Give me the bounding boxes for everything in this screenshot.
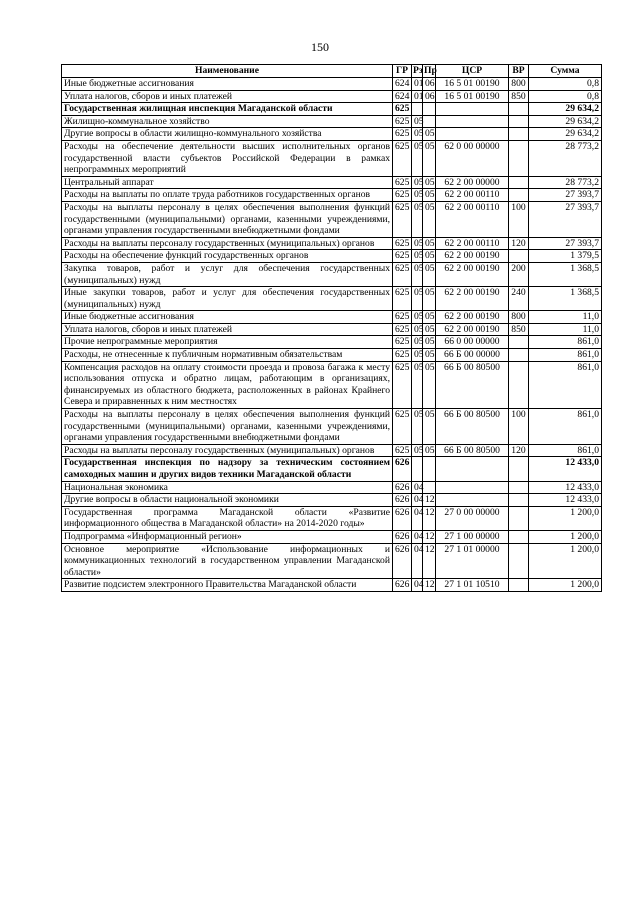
cell-vr: 100 <box>509 201 529 237</box>
cell-gr: 626 <box>393 457 412 481</box>
cell-csr: 27 1 00 00000 <box>436 530 509 543</box>
table-row <box>62 176 602 189</box>
cell-name: Основное мероприятие «Использование информационных и коммуникационных технологий в государственном управлении Магаданской области» <box>62 543 393 579</box>
cell-gr: 625 <box>393 361 412 408</box>
cell-rz: 01 <box>412 78 423 91</box>
cell-rz: 01 <box>412 90 423 103</box>
cell-name: Подпрограмма «Информационный регион» <box>62 530 393 543</box>
table-row <box>62 494 602 507</box>
cell-rz: 05 <box>412 128 423 141</box>
cell-name: Государственная программа Магаданской области «Развитие информационного общества в Магаданской области» на 2014-2020 годы» <box>62 506 393 530</box>
table-row <box>62 323 602 336</box>
cell-gr: 625 <box>393 336 412 349</box>
cell-vr <box>509 530 529 543</box>
cell-rz: 04 <box>412 579 423 592</box>
cell-sum: 27 393,7 <box>529 189 602 202</box>
table-row <box>62 128 602 141</box>
cell-name: Расходы на выплаты персоналу в целях обеспечения выполнения функций государственными (муниципальными) органами, казенными учреждениями, органами управления государственными внебюджетными фондами <box>62 201 393 237</box>
cell-pr: 05 <box>423 311 436 324</box>
cell-name: Расходы, не отнесенные к публичным нормативным обязательствам <box>62 349 393 362</box>
cell-rz: 05 <box>412 237 423 250</box>
cell-pr: 12 <box>423 543 436 579</box>
cell-name: Иные бюджетные ассигнования <box>62 311 393 324</box>
cell-pr: 06 <box>423 90 436 103</box>
table-row <box>62 530 602 543</box>
cell-vr <box>509 128 529 141</box>
cell-rz <box>412 103 423 116</box>
cell-csr: 16 5 01 00190 <box>436 78 509 91</box>
cell-pr: 05 <box>423 444 436 457</box>
table-row <box>62 189 602 202</box>
cell-gr: 625 <box>393 140 412 176</box>
cell-pr: 05 <box>423 287 436 311</box>
table-row <box>62 506 602 530</box>
cell-name: Другие вопросы в области жилищно-коммунального хозяйства <box>62 128 393 141</box>
cell-name: Расходы на выплаты по оплате труда работников государственных органов <box>62 189 393 202</box>
cell-pr: 05 <box>423 262 436 286</box>
table-row <box>62 409 602 445</box>
cell-pr: 05 <box>423 176 436 189</box>
cell-pr <box>423 115 436 128</box>
cell-gr: 625 <box>393 128 412 141</box>
cell-gr: 624 <box>393 90 412 103</box>
cell-sum: 861,0 <box>529 444 602 457</box>
cell-gr: 625 <box>393 287 412 311</box>
cell-pr: 12 <box>423 494 436 507</box>
cell-name: Уплата налогов, сборов и иных платежей <box>62 323 393 336</box>
cell-csr: 62 2 00 00190 <box>436 311 509 324</box>
cell-sum: 861,0 <box>529 349 602 362</box>
header-csr: ЦСР <box>436 65 509 78</box>
cell-rz: 04 <box>412 543 423 579</box>
table-row <box>62 250 602 263</box>
cell-gr: 626 <box>393 579 412 592</box>
cell-sum: 861,0 <box>529 361 602 408</box>
budget-table <box>61 64 602 592</box>
cell-name: Иные бюджетные ассигнования <box>62 78 393 91</box>
cell-name: Прочие непрограммные мероприятия <box>62 336 393 349</box>
cell-name: Другие вопросы в области национальной экономики <box>62 494 393 507</box>
cell-name: Уплата налогов, сборов и иных платежей <box>62 90 393 103</box>
cell-vr: 800 <box>509 78 529 91</box>
cell-gr: 625 <box>393 189 412 202</box>
cell-vr <box>509 349 529 362</box>
cell-csr: 66 Б 00 80500 <box>436 444 509 457</box>
cell-sum: 28 773,2 <box>529 176 602 189</box>
cell-rz: 05 <box>412 336 423 349</box>
cell-vr <box>509 189 529 202</box>
cell-pr <box>423 103 436 116</box>
cell-sum: 11,0 <box>529 311 602 324</box>
cell-rz: 05 <box>412 115 423 128</box>
cell-sum: 1 368,5 <box>529 287 602 311</box>
cell-name: Развитие подсистем электронного Правительства Магаданской области <box>62 579 393 592</box>
cell-gr: 625 <box>393 103 412 116</box>
cell-gr: 625 <box>393 250 412 263</box>
cell-sum: 28 773,2 <box>529 140 602 176</box>
cell-gr: 625 <box>393 176 412 189</box>
cell-name: Жилищно-коммунальное хозяйство <box>62 115 393 128</box>
table-row <box>62 444 602 457</box>
cell-gr: 625 <box>393 409 412 445</box>
table-row <box>62 140 602 176</box>
cell-sum: 29 634,2 <box>529 115 602 128</box>
cell-vr: 200 <box>509 262 529 286</box>
cell-rz: 05 <box>412 444 423 457</box>
table-row <box>62 579 602 592</box>
cell-rz: 05 <box>412 287 423 311</box>
cell-vr: 800 <box>509 311 529 324</box>
cell-rz: 05 <box>412 361 423 408</box>
cell-rz: 04 <box>412 506 423 530</box>
cell-rz: 05 <box>412 323 423 336</box>
table-row <box>62 90 602 103</box>
header-pr: Пр <box>424 65 437 76</box>
cell-gr: 625 <box>393 115 412 128</box>
cell-csr <box>436 457 509 481</box>
cell-csr: 16 5 01 00190 <box>436 90 509 103</box>
cell-vr <box>509 481 529 494</box>
cell-name: Иные закупки товаров, работ и услуг для обеспечения государственных (муниципальных) нужд <box>62 287 393 311</box>
cell-sum: 12 433,0 <box>529 481 602 494</box>
cell-pr: 06 <box>423 78 436 91</box>
cell-gr: 625 <box>393 323 412 336</box>
cell-gr: 626 <box>393 481 412 494</box>
cell-csr: 27 0 00 00000 <box>436 506 509 530</box>
table-row <box>62 262 602 286</box>
cell-pr: 05 <box>423 128 436 141</box>
cell-csr: 66 Б 00 80500 <box>436 409 509 445</box>
cell-csr: 62 2 00 00110 <box>436 201 509 237</box>
cell-pr: 12 <box>423 530 436 543</box>
cell-gr: 625 <box>393 237 412 250</box>
table-row <box>62 361 602 408</box>
cell-sum: 27 393,7 <box>529 237 602 250</box>
cell-vr <box>509 457 529 481</box>
table-row <box>62 349 602 362</box>
table-row <box>62 311 602 324</box>
cell-pr: 05 <box>423 189 436 202</box>
cell-rz: 05 <box>412 349 423 362</box>
table-row <box>62 115 602 128</box>
table-header-row <box>62 65 602 78</box>
cell-rz: 05 <box>412 409 423 445</box>
cell-csr: 62 0 00 00000 <box>436 140 509 176</box>
cell-vr <box>509 250 529 263</box>
cell-vr <box>509 103 529 116</box>
header-vr: ВР <box>509 65 529 78</box>
header-sum: Сумма <box>529 65 602 78</box>
cell-name: Расходы на обеспечение деятельности высших исполнительных органов государственной власти субъектов Российской Федерации в рамках непрограммных мероприятий <box>62 140 393 176</box>
cell-name: Расходы на выплаты персоналу в целях обеспечения выполнения функций государственными (муниципальными) органами, казенными учреждениями, органами управления государственными внебюджетными фондами <box>62 409 393 445</box>
cell-rz: 04 <box>412 481 423 494</box>
table-row <box>62 287 602 311</box>
cell-rz: 05 <box>412 189 423 202</box>
cell-csr: 62 2 00 00110 <box>436 189 509 202</box>
cell-vr: 850 <box>509 323 529 336</box>
header-rz: Рз <box>413 65 423 76</box>
table-row <box>62 543 602 579</box>
cell-name: Расходы на выплаты персоналу государственных (муниципальных) органов <box>62 237 393 250</box>
cell-vr: 120 <box>509 444 529 457</box>
cell-csr: 62 2 00 00190 <box>436 287 509 311</box>
cell-sum: 29 634,2 <box>529 128 602 141</box>
table-row <box>62 481 602 494</box>
cell-pr: 05 <box>423 201 436 237</box>
cell-pr: 12 <box>423 506 436 530</box>
cell-sum: 12 433,0 <box>529 457 602 481</box>
table-row <box>62 103 602 116</box>
cell-sum: 0,8 <box>529 78 602 91</box>
cell-name: Центральный аппарат <box>62 176 393 189</box>
cell-name: Расходы на обеспечение функций государственных органов <box>62 250 393 263</box>
cell-pr <box>423 481 436 494</box>
cell-vr: 850 <box>509 90 529 103</box>
cell-gr: 626 <box>393 543 412 579</box>
cell-rz <box>412 457 423 481</box>
cell-sum: 1 200,0 <box>529 579 602 592</box>
cell-csr <box>436 128 509 141</box>
cell-rz: 05 <box>412 140 423 176</box>
cell-pr: 05 <box>423 140 436 176</box>
cell-sum: 1 200,0 <box>529 543 602 579</box>
table-body <box>62 78 602 592</box>
cell-sum: 1 379,5 <box>529 250 602 263</box>
cell-sum: 0,8 <box>529 90 602 103</box>
cell-sum: 861,0 <box>529 336 602 349</box>
cell-gr: 625 <box>393 311 412 324</box>
cell-sum: 861,0 <box>529 409 602 445</box>
cell-sum: 1 200,0 <box>529 530 602 543</box>
cell-vr <box>509 506 529 530</box>
table-row <box>62 336 602 349</box>
cell-vr <box>509 543 529 579</box>
table-row <box>62 78 602 91</box>
header-name: Наименование <box>62 65 393 78</box>
cell-rz: 05 <box>412 311 423 324</box>
cell-pr: 05 <box>423 409 436 445</box>
cell-vr: 100 <box>509 409 529 445</box>
cell-name: Национальная экономика <box>62 481 393 494</box>
cell-rz: 04 <box>412 494 423 507</box>
cell-gr: 626 <box>393 530 412 543</box>
page-number: 150 <box>311 40 329 54</box>
cell-csr: 66 0 00 00000 <box>436 336 509 349</box>
cell-csr <box>436 494 509 507</box>
cell-rz: 05 <box>412 250 423 263</box>
cell-name: Компенсация расходов на оплату стоимости проезда и провоза багажа к месту использования отпуска и обратно лицам, работающим в организациях, финансируемых из областного бюджета, расположенных в районах Крайнего Севера и приравненных к ним местностях <box>62 361 393 408</box>
cell-vr <box>509 140 529 176</box>
cell-csr: 62 2 00 00110 <box>436 237 509 250</box>
cell-pr: 12 <box>423 579 436 592</box>
cell-sum: 29 634,2 <box>529 103 602 116</box>
cell-csr <box>436 115 509 128</box>
cell-csr: 62 2 00 00190 <box>436 323 509 336</box>
table-row <box>62 457 602 481</box>
cell-sum: 12 433,0 <box>529 494 602 507</box>
cell-rz: 05 <box>412 201 423 237</box>
cell-gr: 626 <box>393 506 412 530</box>
cell-csr: 66 Б 00 80500 <box>436 361 509 408</box>
cell-pr: 05 <box>423 361 436 408</box>
cell-vr: 120 <box>509 237 529 250</box>
cell-csr: 62 2 00 00190 <box>436 262 509 286</box>
cell-gr: 624 <box>393 78 412 91</box>
cell-pr: 05 <box>423 336 436 349</box>
cell-rz: 04 <box>412 530 423 543</box>
cell-gr: 625 <box>393 201 412 237</box>
header-gr: ГР <box>393 65 412 78</box>
cell-vr <box>509 115 529 128</box>
cell-csr <box>436 481 509 494</box>
cell-gr: 626 <box>393 494 412 507</box>
cell-pr <box>423 457 436 481</box>
table-row <box>62 201 602 237</box>
cell-vr <box>509 336 529 349</box>
cell-csr: 66 Б 00 00000 <box>436 349 509 362</box>
cell-gr: 625 <box>393 444 412 457</box>
cell-csr: 27 1 01 00000 <box>436 543 509 579</box>
table-row <box>62 237 602 250</box>
cell-vr <box>509 579 529 592</box>
cell-vr: 240 <box>509 287 529 311</box>
cell-pr: 05 <box>423 349 436 362</box>
cell-rz: 05 <box>412 262 423 286</box>
cell-vr <box>509 176 529 189</box>
cell-pr: 05 <box>423 250 436 263</box>
cell-sum: 27 393,7 <box>529 201 602 237</box>
cell-gr: 625 <box>393 349 412 362</box>
cell-sum: 1 200,0 <box>529 506 602 530</box>
cell-rz: 05 <box>412 176 423 189</box>
cell-name: Государственная жилищная инспекция Магаданской области <box>62 103 393 116</box>
cell-vr <box>509 494 529 507</box>
cell-csr: 62 2 00 00190 <box>436 250 509 263</box>
cell-pr: 05 <box>423 237 436 250</box>
cell-csr: 62 2 00 00000 <box>436 176 509 189</box>
cell-csr: 27 1 01 10510 <box>436 579 509 592</box>
cell-name: Государственная инспекция по надзору за техническим состоянием самоходных машин и других видов техники Магаданской области <box>62 457 393 481</box>
cell-pr: 05 <box>423 323 436 336</box>
cell-vr <box>509 361 529 408</box>
cell-sum: 1 368,5 <box>529 262 602 286</box>
cell-gr: 625 <box>393 262 412 286</box>
cell-name: Закупка товаров, работ и услуг для обеспечения государственных (муниципальных) нужд <box>62 262 393 286</box>
cell-name: Расходы на выплаты персоналу государственных (муниципальных) органов <box>62 444 393 457</box>
cell-sum: 11,0 <box>529 323 602 336</box>
cell-csr <box>436 103 509 116</box>
